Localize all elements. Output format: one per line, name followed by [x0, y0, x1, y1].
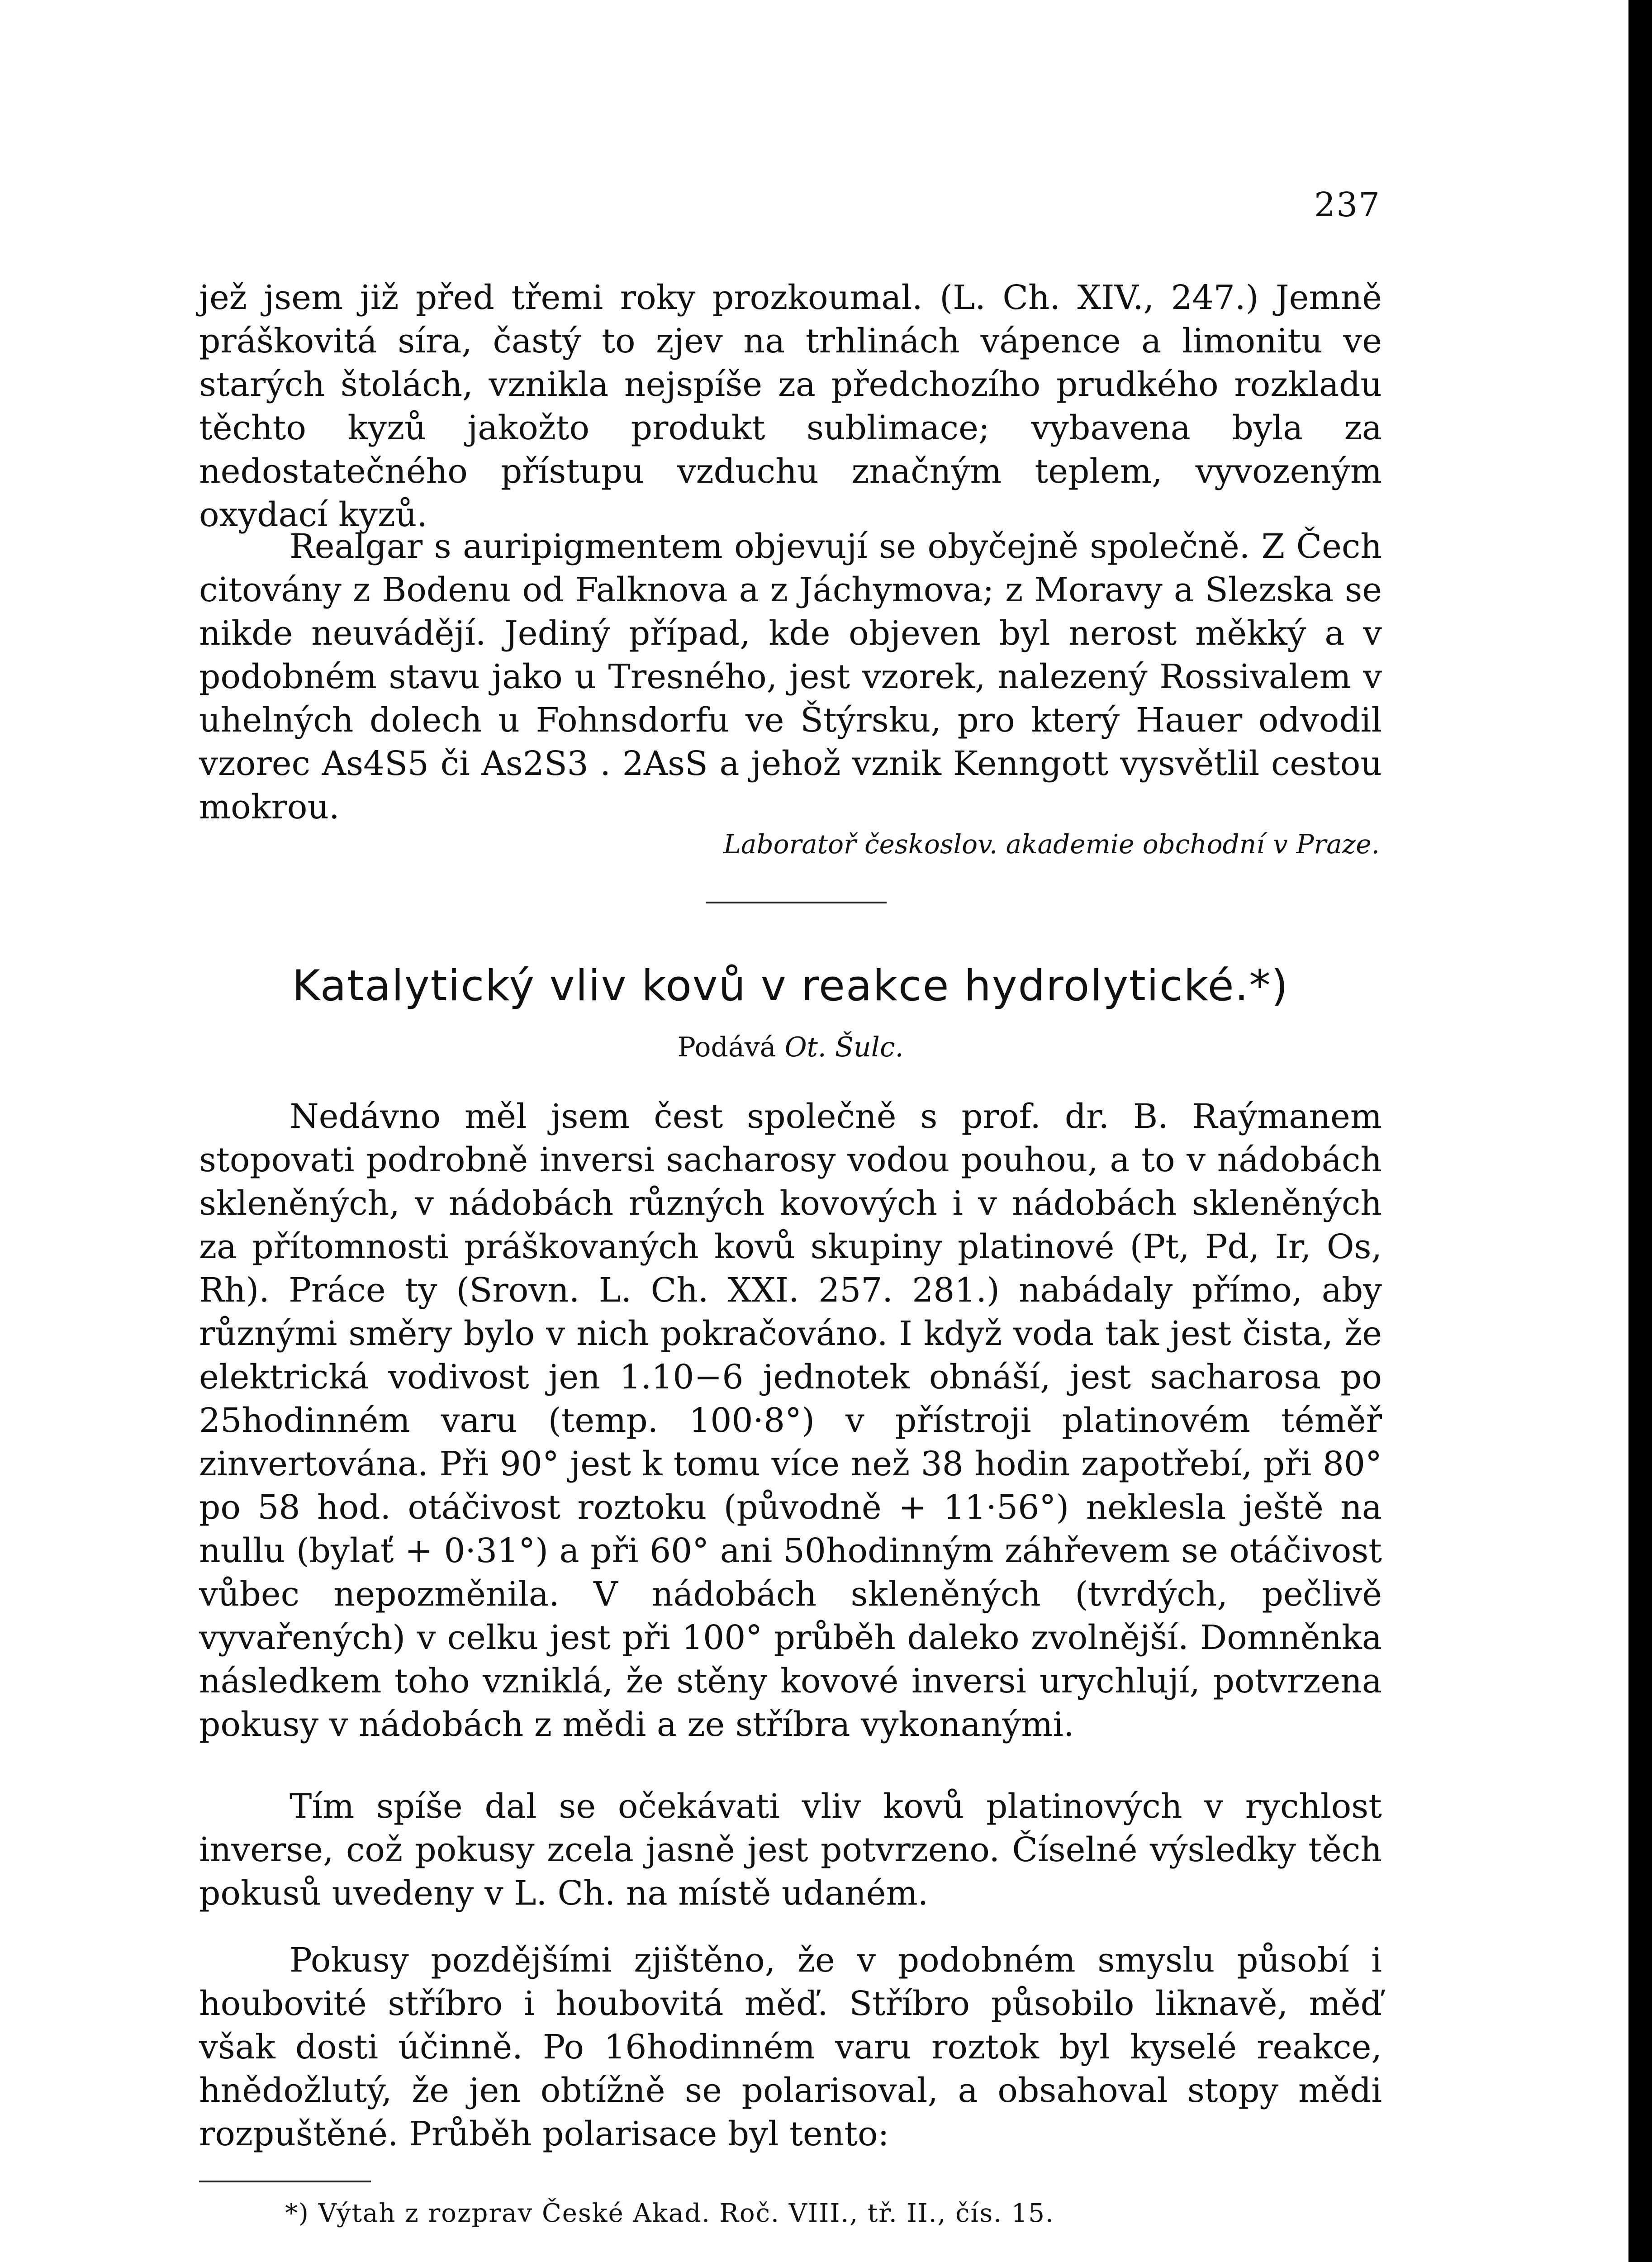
byline-author: Ot. Šulc. — [784, 1031, 904, 1063]
page-number: 237 — [1314, 185, 1381, 224]
footnote: *) Výtah z rozprav České Akad. Roč. VIII., tř. II., čís. 15. — [285, 2199, 1054, 2228]
article-title: Katalytický vliv kovů v reakce hydrolytické.*) — [292, 961, 1289, 1011]
byline-prefix: Podává — [677, 1031, 776, 1063]
paragraph-5: Pokusy pozdějšími zjištěno, že v podobném smyslu působí i houbovité stříbro i houbovitá měď. Stříbro působilo liknavě, měď však dosti účinně. Po 16hodinném varu roztok byl kyselé reakce, hnědožlutý, že jen obtížně se polarisoval, a obsahoval stopy mědi rozpuštěné. Průběh polarisace byl tento: — [199, 1941, 1382, 2153]
byline — [199, 1031, 1382, 1063]
paragraph-4: Tím spíše dal se očekávati vliv kovů platinových v rychlost inverse, což pokusy zcela jasně jest potvrzeno. Číselné výsledky těch pokusů uvedeny v L. Ch. na místě udaném. — [199, 1787, 1382, 1913]
paragraph-3: Nedávno měl jsem čest společně s prof. dr. B. Raýmanem stopovati podrobně inversi sacharosy vodou pouhou, a to v nádobách skleněných, v nádobách různých kovových i v nádobách skleněných za přítomnosti práškovaných kovů skupiny platinové (Pt, Pd, Ir, Os, Rh). Práce ty (Srovn. L. Ch. XXI. 257. 281.) nabádaly přímo, aby různými směry bylo v nich pokračováno. I když voda tak jest čista, že elektrická vodivost jen 1.10−6 jednotek obnáší, jest sacharosa po 25hodinném varu (temp. 100·8°) v přístroji platinovém téměř zinvertována. Při 90° jest k tomu více než 38 hodin zapotřebí, při 80° po 58 hod. otáčivost roztoku (původně + 11·56°) neklesla ještě na nullu (bylať + 0·31°) a při 60° ani 50hodinným záhřevem se otáčivost vůbec nepozměnila. V nádobách skleněných (tvrdých, pečlivě vyvařených) v celku jest při 100° průběh daleko zvolnější. Domněnka následkem toho vzniklá, že stěny kovové inversi urychlují, potvrzena pokusy v nádobách z mědi a ze stříbra vykonanými. — [199, 1097, 1382, 1744]
scan-edge — [1628, 0, 1652, 2262]
footnote-rule — [199, 2181, 371, 2182]
paragraph-1: jež jsem již před třemi roky prozkoumal. (L. Ch. XIV., 247.) Jemně práškovitá síra, častý to zjev na trhlinách vápence a limonitu ve starých štolách, vznikla nejspíše za předchozího prudkého rozkladu těchto kyzů jakožto produkt sublimace; vybavena byla za nedostatečného přístupu vzduchu značným teplem, vyvozeným oxydací kyzů. — [199, 278, 1382, 534]
paragraph-2: Realgar s auripigmentem objevují se obyčejně společně. Z Čech citovány z Bodenu od Falknova a z Jáchymova; z Moravy a Slezska se nikde neuvádějí. Jediný případ, kde objeven byl nerost měkký a v podobném stavu jako u Tresného, jest vzorek, nalezený Rossivalem v uhelných dolech u Fohnsdorfu ve Štýrsku, pro který Hauer odvodil vzorec As4S5 či As2S3 . 2AsS a jehož vznik Kenngott vysvětlil cestou mokrou. — [199, 527, 1382, 827]
laboratory-signature: Laboratoř českoslov. akademie obchodní v Praze. — [723, 829, 1380, 860]
section-divider — [706, 902, 887, 903]
